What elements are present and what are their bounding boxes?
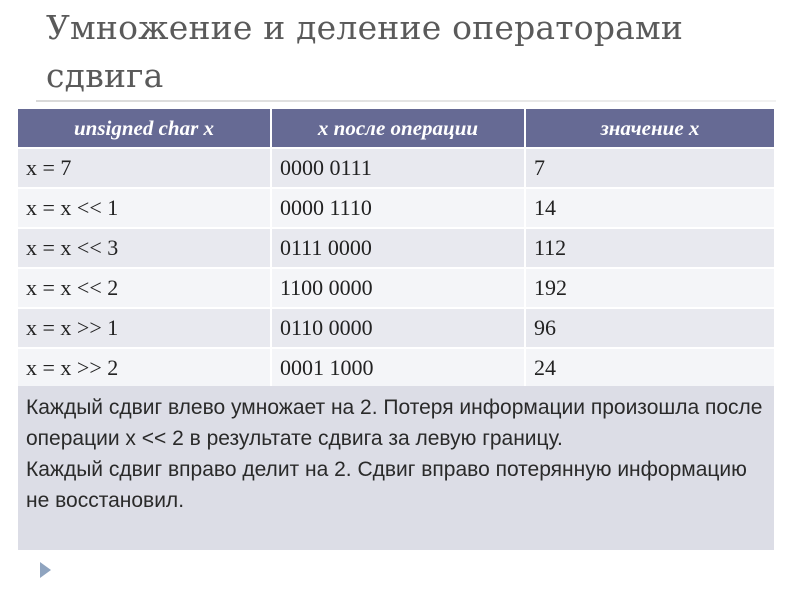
table-header-row (18, 109, 774, 148)
table-cell: 0000 0111 (271, 148, 525, 188)
note-left-shift: Каждый сдвиг влево умножает на 2. Потеря информации произошла после операции x << 2 в результате сдвига за левую границу. (26, 396, 763, 450)
table-cell: x = x >> 1 (18, 308, 271, 348)
table-row (18, 228, 774, 268)
table-cell: 7 (525, 148, 774, 188)
table-cell: 14 (525, 188, 774, 228)
table-cell: 0001 1000 (271, 348, 525, 387)
table-cell: 112 (525, 228, 774, 268)
triangle-arrow-icon (40, 562, 51, 578)
table-row (18, 268, 774, 308)
table-cell: 0110 0000 (271, 308, 525, 348)
table-cell: 1100 0000 (271, 268, 525, 308)
shift-table (18, 109, 774, 387)
table-cell: x = x << 3 (18, 228, 271, 268)
table-row (18, 188, 774, 228)
note-right-shift: Каждый сдвиг вправо делит на 2. Сдвиг вправо потерянную информацию не восстановил. (26, 458, 747, 512)
title-divider (36, 100, 776, 102)
table-cell: x = x >> 2 (18, 348, 271, 387)
explanation-box (18, 386, 774, 550)
slide-title: Умножение и деление операторами сдвига (46, 8, 684, 95)
table-cell: x = 7 (18, 148, 271, 188)
table-cell: x = x << 1 (18, 188, 271, 228)
table-row (18, 348, 774, 387)
column-header: значение x (525, 109, 774, 148)
table-cell: 0000 1110 (271, 188, 525, 228)
table-cell: 96 (525, 308, 774, 348)
table-cell: 0111 0000 (271, 228, 525, 268)
table-row (18, 308, 774, 348)
table-cell: 192 (525, 268, 774, 308)
column-header: x после операции (271, 109, 525, 148)
table-cell: x = x << 2 (18, 268, 271, 308)
table-cell: 24 (525, 348, 774, 387)
table-row (18, 148, 774, 188)
column-header: unsigned char x (18, 109, 271, 148)
